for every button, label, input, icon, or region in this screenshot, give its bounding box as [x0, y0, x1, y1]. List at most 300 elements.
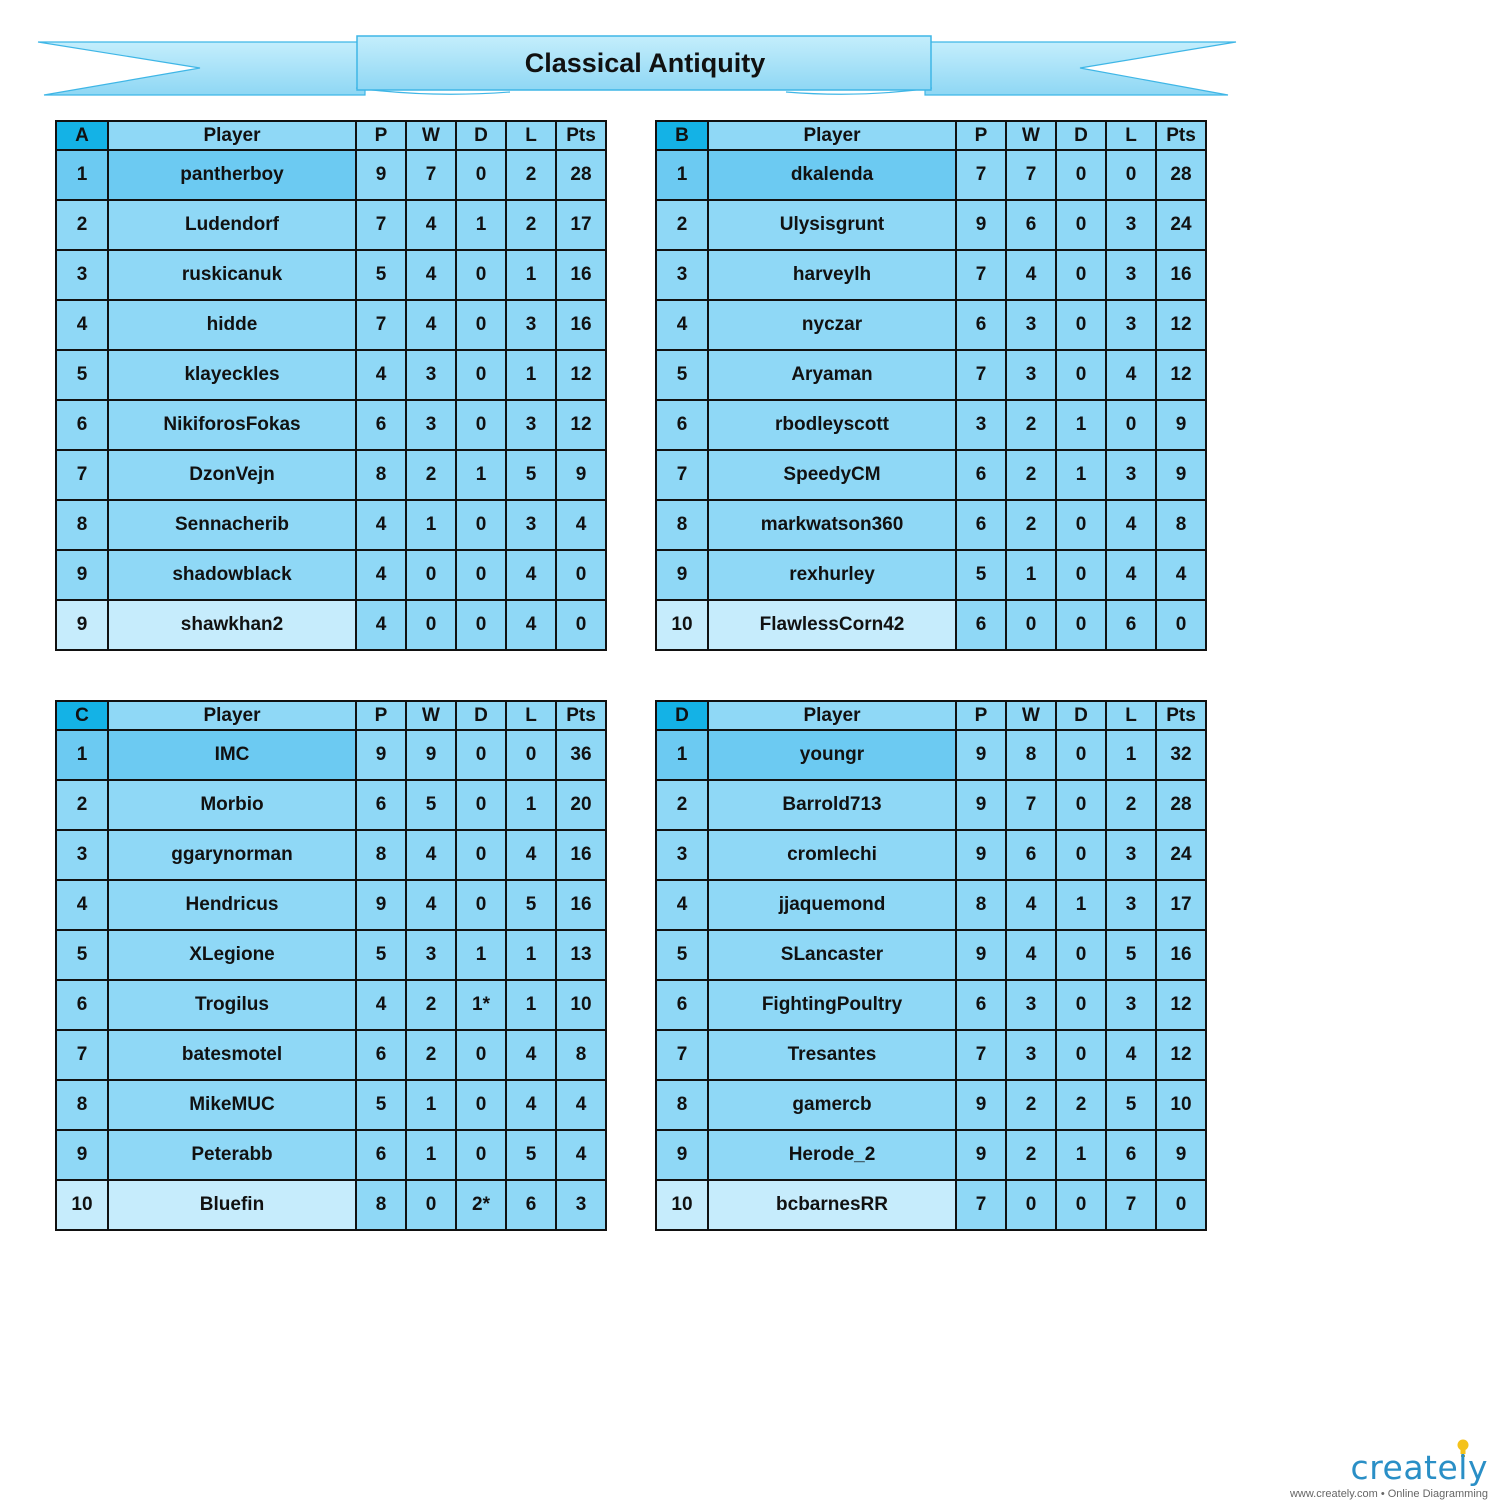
played-cell: 4	[356, 980, 406, 1030]
player-cell: Herode_2	[708, 1130, 956, 1180]
lost-cell: 3	[1106, 200, 1156, 250]
rank-cell: 1	[656, 730, 708, 780]
player-cell: NikiforosFokas	[108, 400, 356, 450]
table-row	[656, 500, 1206, 550]
lost-cell: 3	[1106, 880, 1156, 930]
group-table-c	[55, 700, 607, 1231]
won-cell: 3	[406, 350, 456, 400]
rank-cell: 2	[56, 200, 108, 250]
rank-cell: 5	[656, 350, 708, 400]
column-header-pts: Pts	[556, 701, 606, 730]
lost-cell: 5	[506, 1130, 556, 1180]
ribbon-left-tail	[38, 42, 365, 95]
table-header-row	[656, 121, 1206, 150]
player-cell: XLegione	[108, 930, 356, 980]
table-row	[656, 250, 1206, 300]
table-row	[56, 930, 606, 980]
drawn-cell: 0	[456, 880, 506, 930]
points-cell: 16	[1156, 930, 1206, 980]
column-header-player: Player	[108, 121, 356, 150]
won-cell: 2	[1006, 500, 1056, 550]
played-cell: 4	[356, 500, 406, 550]
drawn-cell: 1	[1056, 880, 1106, 930]
column-header-pts: Pts	[1156, 701, 1206, 730]
column-header-d: D	[1056, 701, 1106, 730]
played-cell: 5	[956, 550, 1006, 600]
table-row	[56, 300, 606, 350]
played-cell: 7	[356, 200, 406, 250]
lost-cell: 2	[506, 150, 556, 200]
player-cell: SpeedyCM	[708, 450, 956, 500]
page-title: Classical Antiquity	[524, 48, 766, 78]
player-cell: Tresantes	[708, 1030, 956, 1080]
points-cell: 16	[556, 300, 606, 350]
lost-cell: 6	[1106, 600, 1156, 650]
won-cell: 2	[1006, 450, 1056, 500]
table-row	[656, 1030, 1206, 1080]
logo-wordmark: creately	[1350, 1448, 1488, 1487]
creately-logo	[1280, 1436, 1502, 1502]
table-row	[56, 730, 606, 780]
played-cell: 6	[956, 980, 1006, 1030]
table-row	[56, 400, 606, 450]
won-cell: 2	[406, 1030, 456, 1080]
won-cell: 1	[406, 500, 456, 550]
won-cell: 0	[1006, 1180, 1056, 1230]
lost-cell: 5	[1106, 1080, 1156, 1130]
lost-cell: 6	[506, 1180, 556, 1230]
lost-cell: 1	[506, 930, 556, 980]
player-cell: FightingPoultry	[708, 980, 956, 1030]
player-cell: IMC	[108, 730, 356, 780]
played-cell: 6	[956, 450, 1006, 500]
lost-cell: 4	[506, 830, 556, 880]
won-cell: 3	[1006, 300, 1056, 350]
player-cell: Sennacherib	[108, 500, 356, 550]
played-cell: 7	[356, 300, 406, 350]
drawn-cell: 0	[1056, 300, 1106, 350]
player-cell: harveylh	[708, 250, 956, 300]
rank-cell: 8	[56, 500, 108, 550]
points-cell: 12	[556, 350, 606, 400]
rank-cell: 9	[656, 550, 708, 600]
drawn-cell: 0	[456, 250, 506, 300]
rank-cell: 4	[656, 300, 708, 350]
played-cell: 6	[356, 1030, 406, 1080]
won-cell: 4	[406, 250, 456, 300]
played-cell: 7	[956, 1030, 1006, 1080]
column-header-w: W	[1006, 701, 1056, 730]
column-header-l: L	[506, 121, 556, 150]
played-cell: 9	[956, 830, 1006, 880]
player-cell: shadowblack	[108, 550, 356, 600]
played-cell: 5	[356, 930, 406, 980]
drawn-cell: 0	[1056, 730, 1106, 780]
player-cell: Ludendorf	[108, 200, 356, 250]
column-header-d: D	[456, 701, 506, 730]
table-row	[656, 600, 1206, 650]
drawn-cell: 0	[456, 1130, 506, 1180]
won-cell: 6	[1006, 200, 1056, 250]
points-cell: 32	[1156, 730, 1206, 780]
won-cell: 0	[1006, 600, 1056, 650]
column-header-player: Player	[108, 701, 356, 730]
won-cell: 2	[1006, 400, 1056, 450]
rank-cell: 6	[656, 980, 708, 1030]
played-cell: 9	[356, 150, 406, 200]
drawn-cell: 0	[456, 1030, 506, 1080]
table-row	[656, 830, 1206, 880]
table-row	[656, 1180, 1206, 1230]
group-label: D	[656, 701, 708, 730]
player-cell: markwatson360	[708, 500, 956, 550]
player-cell: dkalenda	[708, 150, 956, 200]
played-cell: 9	[956, 730, 1006, 780]
rank-cell: 8	[56, 1080, 108, 1130]
played-cell: 6	[356, 1130, 406, 1180]
table-row	[656, 200, 1206, 250]
rank-cell: 4	[56, 300, 108, 350]
player-cell: jjaquemond	[708, 880, 956, 930]
logo-tagline: www.creately.com • Online Diagramming	[1289, 1488, 1488, 1500]
lost-cell: 3	[506, 400, 556, 450]
drawn-cell: 0	[1056, 1180, 1106, 1230]
table-header-row	[656, 701, 1206, 730]
won-cell: 1	[406, 1080, 456, 1130]
played-cell: 6	[356, 780, 406, 830]
lost-cell: 0	[1106, 150, 1156, 200]
column-header-w: W	[406, 121, 456, 150]
column-header-l: L	[1106, 121, 1156, 150]
played-cell: 7	[956, 150, 1006, 200]
points-cell: 28	[1156, 150, 1206, 200]
drawn-cell: 0	[456, 1080, 506, 1130]
points-cell: 17	[1156, 880, 1206, 930]
points-cell: 9	[556, 450, 606, 500]
lost-cell: 0	[1106, 400, 1156, 450]
points-cell: 8	[556, 1030, 606, 1080]
drawn-cell: 1	[1056, 400, 1106, 450]
player-cell: bcbarnesRR	[708, 1180, 956, 1230]
points-cell: 24	[1156, 830, 1206, 880]
drawn-cell: 0	[456, 830, 506, 880]
lost-cell: 4	[506, 1030, 556, 1080]
rank-cell: 1	[56, 150, 108, 200]
won-cell: 5	[406, 780, 456, 830]
player-cell: Trogilus	[108, 980, 356, 1030]
lost-cell: 3	[1106, 450, 1156, 500]
played-cell: 9	[356, 730, 406, 780]
player-cell: rexhurley	[708, 550, 956, 600]
rank-cell: 4	[56, 880, 108, 930]
lost-cell: 4	[1106, 1030, 1156, 1080]
won-cell: 3	[406, 930, 456, 980]
column-header-p: P	[956, 701, 1006, 730]
player-cell: ggarynorman	[108, 830, 356, 880]
rank-cell: 7	[656, 450, 708, 500]
won-cell: 4	[406, 300, 456, 350]
rank-cell: 5	[656, 930, 708, 980]
column-header-pts: Pts	[556, 121, 606, 150]
points-cell: 4	[1156, 550, 1206, 600]
points-cell: 12	[1156, 300, 1206, 350]
won-cell: 8	[1006, 730, 1056, 780]
drawn-cell: 0	[456, 300, 506, 350]
table-row	[656, 350, 1206, 400]
played-cell: 8	[356, 1180, 406, 1230]
rank-cell: 10	[656, 600, 708, 650]
won-cell: 1	[1006, 550, 1056, 600]
lost-cell: 3	[506, 500, 556, 550]
lost-cell: 2	[1106, 780, 1156, 830]
played-cell: 5	[356, 1080, 406, 1130]
column-header-pts: Pts	[1156, 121, 1206, 150]
player-cell: FlawlessCorn42	[708, 600, 956, 650]
player-cell: DzonVejn	[108, 450, 356, 500]
table-row	[656, 880, 1206, 930]
table-row	[56, 550, 606, 600]
table-row	[56, 1180, 606, 1230]
played-cell: 7	[956, 1180, 1006, 1230]
points-cell: 0	[556, 550, 606, 600]
table-row	[656, 550, 1206, 600]
won-cell: 4	[406, 200, 456, 250]
lost-cell: 6	[1106, 1130, 1156, 1180]
lost-cell: 1	[506, 980, 556, 1030]
won-cell: 2	[1006, 1080, 1056, 1130]
played-cell: 8	[356, 450, 406, 500]
drawn-cell: 1	[456, 450, 506, 500]
table-row	[56, 1030, 606, 1080]
table-row	[56, 780, 606, 830]
won-cell: 7	[1006, 780, 1056, 830]
table-row	[56, 1080, 606, 1130]
lost-cell: 4	[506, 550, 556, 600]
drawn-cell: 0	[456, 550, 506, 600]
column-header-p: P	[356, 701, 406, 730]
points-cell: 10	[556, 980, 606, 1030]
drawn-cell: 2*	[456, 1180, 506, 1230]
played-cell: 4	[356, 600, 406, 650]
points-cell: 17	[556, 200, 606, 250]
column-header-w: W	[1006, 121, 1056, 150]
table-row	[656, 930, 1206, 980]
player-cell: Aryaman	[708, 350, 956, 400]
table-row	[56, 1130, 606, 1180]
points-cell: 9	[1156, 400, 1206, 450]
rank-cell: 9	[56, 1130, 108, 1180]
points-cell: 0	[1156, 1180, 1206, 1230]
played-cell: 5	[356, 250, 406, 300]
drawn-cell: 0	[1056, 1030, 1106, 1080]
drawn-cell: 0	[1056, 200, 1106, 250]
rank-cell: 5	[56, 350, 108, 400]
column-header-l: L	[1106, 701, 1156, 730]
drawn-cell: 0	[1056, 500, 1106, 550]
points-cell: 16	[1156, 250, 1206, 300]
won-cell: 1	[406, 1130, 456, 1180]
rank-cell: 8	[656, 1080, 708, 1130]
points-cell: 13	[556, 930, 606, 980]
points-cell: 4	[556, 500, 606, 550]
group-table-a	[55, 120, 607, 651]
drawn-cell: 0	[456, 730, 506, 780]
lost-cell: 4	[1106, 550, 1156, 600]
rank-cell: 5	[56, 930, 108, 980]
player-cell: ruskicanuk	[108, 250, 356, 300]
won-cell: 3	[1006, 350, 1056, 400]
won-cell: 0	[406, 1180, 456, 1230]
table-row	[56, 200, 606, 250]
won-cell: 2	[406, 450, 456, 500]
table-row	[56, 350, 606, 400]
table-row	[656, 1080, 1206, 1130]
player-cell: nyczar	[708, 300, 956, 350]
player-cell: MikeMUC	[108, 1080, 356, 1130]
table-row	[656, 400, 1206, 450]
points-cell: 28	[1156, 780, 1206, 830]
lost-cell: 5	[506, 880, 556, 930]
played-cell: 9	[956, 1130, 1006, 1180]
column-header-p: P	[356, 121, 406, 150]
drawn-cell: 0	[456, 350, 506, 400]
lost-cell: 2	[506, 200, 556, 250]
points-cell: 36	[556, 730, 606, 780]
points-cell: 0	[556, 600, 606, 650]
drawn-cell: 0	[456, 780, 506, 830]
drawn-cell: 0	[1056, 780, 1106, 830]
table-row	[56, 450, 606, 500]
player-cell: Hendricus	[108, 880, 356, 930]
table-row	[656, 980, 1206, 1030]
drawn-cell: 0	[1056, 600, 1106, 650]
rank-cell: 9	[56, 550, 108, 600]
points-cell: 8	[1156, 500, 1206, 550]
points-cell: 10	[1156, 1080, 1206, 1130]
drawn-cell: 0	[1056, 830, 1106, 880]
played-cell: 3	[956, 400, 1006, 450]
played-cell: 8	[956, 880, 1006, 930]
lost-cell: 3	[1106, 300, 1156, 350]
lost-cell: 5	[506, 450, 556, 500]
won-cell: 9	[406, 730, 456, 780]
won-cell: 0	[406, 550, 456, 600]
played-cell: 9	[956, 1080, 1006, 1130]
points-cell: 16	[556, 880, 606, 930]
player-cell: cromlechi	[708, 830, 956, 880]
player-cell: Bluefin	[108, 1180, 356, 1230]
lost-cell: 1	[506, 350, 556, 400]
table-row	[656, 150, 1206, 200]
rank-cell: 6	[56, 980, 108, 1030]
lost-cell: 1	[506, 250, 556, 300]
won-cell: 4	[1006, 930, 1056, 980]
column-header-w: W	[406, 701, 456, 730]
rank-cell: 7	[56, 450, 108, 500]
table-row	[656, 780, 1206, 830]
lost-cell: 7	[1106, 1180, 1156, 1230]
drawn-cell: 0	[456, 500, 506, 550]
drawn-cell: 1	[456, 930, 506, 980]
lost-cell: 3	[1106, 980, 1156, 1030]
table-row	[56, 880, 606, 930]
table-row	[656, 1130, 1206, 1180]
drawn-cell: 1*	[456, 980, 506, 1030]
points-cell: 28	[556, 150, 606, 200]
points-cell: 4	[556, 1130, 606, 1180]
played-cell: 4	[356, 550, 406, 600]
points-cell: 12	[1156, 350, 1206, 400]
player-cell: Peterabb	[108, 1130, 356, 1180]
drawn-cell: 0	[1056, 980, 1106, 1030]
player-cell: shawkhan2	[108, 600, 356, 650]
played-cell: 6	[956, 300, 1006, 350]
won-cell: 0	[406, 600, 456, 650]
drawn-cell: 0	[456, 400, 506, 450]
played-cell: 7	[956, 250, 1006, 300]
lost-cell: 4	[506, 1080, 556, 1130]
player-cell: Barrold713	[708, 780, 956, 830]
drawn-cell: 0	[456, 150, 506, 200]
rank-cell: 2	[56, 780, 108, 830]
played-cell: 4	[356, 350, 406, 400]
played-cell: 6	[956, 600, 1006, 650]
points-cell: 0	[1156, 600, 1206, 650]
won-cell: 4	[406, 880, 456, 930]
column-header-d: D	[1056, 121, 1106, 150]
played-cell: 6	[356, 400, 406, 450]
rank-cell: 1	[656, 150, 708, 200]
group-label: A	[56, 121, 108, 150]
won-cell: 3	[1006, 980, 1056, 1030]
drawn-cell: 0	[1056, 930, 1106, 980]
player-cell: rbodleyscott	[708, 400, 956, 450]
rank-cell: 7	[656, 1030, 708, 1080]
lost-cell: 3	[1106, 830, 1156, 880]
drawn-cell: 0	[456, 600, 506, 650]
points-cell: 16	[556, 830, 606, 880]
lost-cell: 4	[1106, 350, 1156, 400]
player-cell: youngr	[708, 730, 956, 780]
points-cell: 4	[556, 1080, 606, 1130]
won-cell: 3	[1006, 1030, 1056, 1080]
points-cell: 16	[556, 250, 606, 300]
ribbon-right-tail	[925, 42, 1236, 95]
player-cell: Ulysisgrunt	[708, 200, 956, 250]
won-cell: 7	[406, 150, 456, 200]
table-row	[656, 300, 1206, 350]
column-header-d: D	[456, 121, 506, 150]
table-row	[56, 980, 606, 1030]
rank-cell: 2	[656, 780, 708, 830]
drawn-cell: 0	[1056, 350, 1106, 400]
rank-cell: 8	[656, 500, 708, 550]
lost-cell: 1	[1106, 730, 1156, 780]
column-header-l: L	[506, 701, 556, 730]
rank-cell: 9	[656, 1130, 708, 1180]
table-row	[56, 250, 606, 300]
lost-cell: 5	[1106, 930, 1156, 980]
won-cell: 7	[1006, 150, 1056, 200]
drawn-cell: 0	[1056, 250, 1106, 300]
played-cell: 9	[956, 780, 1006, 830]
points-cell: 20	[556, 780, 606, 830]
rank-cell: 10	[656, 1180, 708, 1230]
table-row	[56, 500, 606, 550]
group-label: B	[656, 121, 708, 150]
played-cell: 6	[956, 500, 1006, 550]
played-cell: 9	[956, 200, 1006, 250]
